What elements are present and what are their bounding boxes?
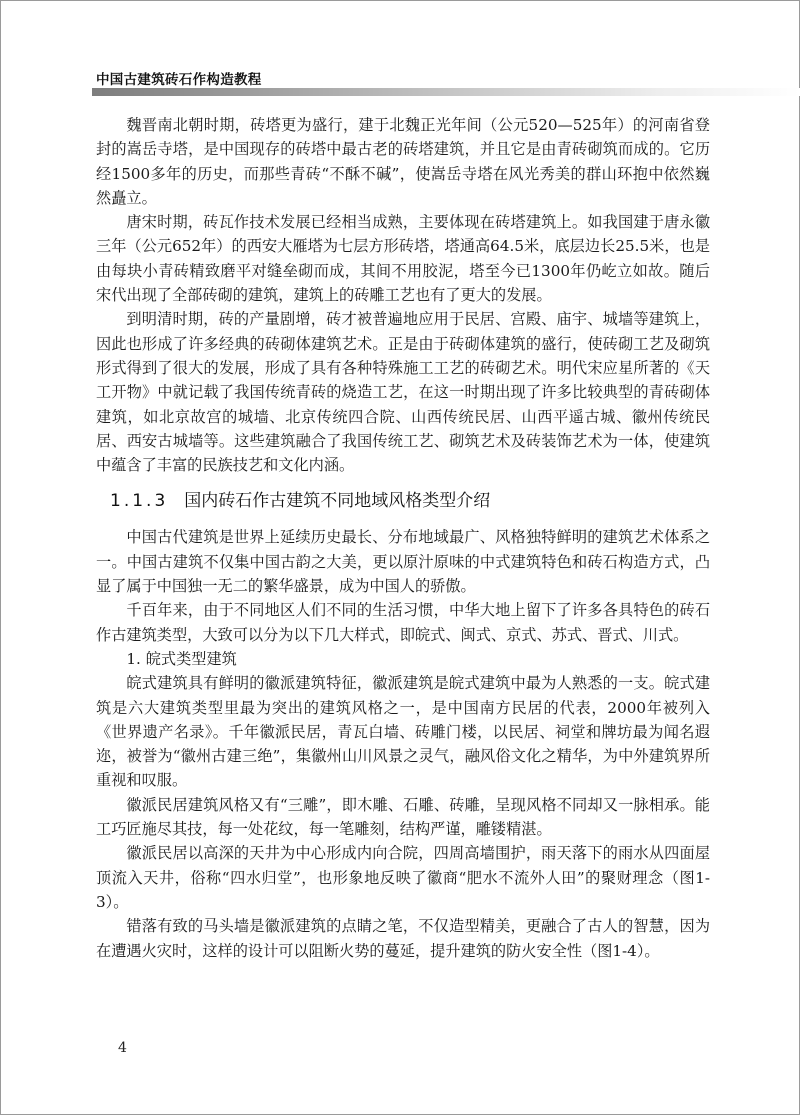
paragraph: 徽派民居建筑风格又有“三雕”，即木雕、石雕、砖雕，呈现风格不同却又一脉相承。能工巧匠施尽其技，每一处花纹，每一笔雕刻，结构严谨，雕镂精湛。 (96, 795, 710, 839)
header-rule (92, 88, 800, 96)
paragraph: 唐宋时期，砖瓦作技术发展已经相当成熟，主要体现在砖塔建筑上。如我国建于唐永徽三年（公元652年）的西安大雁塔为七层方形砖塔，塔通高64.5米，底层边长25.5米，也是由每块小青砖精致磨平对缝垒砌而成，其间不用胶泥，塔至今已1300年仍屹立如故。随后宋代出现了全部砖砌的建筑，建筑上的砖雕工艺也有了更大的发展。 (96, 213, 710, 305)
paragraph: 徽派民居以高深的天井为中心形成内向合院，四周高墙围护，雨天落下的雨水从四面屋顶流入天井，俗称“四水归堂”，也形象地反映了徽商“肥水不流外人田”的聚财理念（图1-3）。 (96, 844, 710, 911)
subheading: 1. 皖式类型建筑 (126, 649, 237, 668)
paragraph: 错落有致的马头墙是徽派建筑的点睛之笔，不仅造型精美，更融合了古人的智慧，因为在遭遇火灾时，这样的设计可以阻断火势的蔓延，提升建筑的防火安全性（图1-4）。 (96, 917, 710, 960)
page-body (96, 113, 710, 963)
section-heading (110, 489, 710, 513)
paragraph: 中国古代建筑是世界上延续历史最长、分布地域最广、风格独特鲜明的建筑艺术体系之一。中国古建筑不仅集中国古韵之大美，更以原汁原味的中式建筑特色和砖石构造方式，凸显了属于中国独一无二的繁华盛景，成为中国人的骄傲。 (96, 528, 710, 596)
paragraph: 魏晋南北朝时期，砖塔更为盛行，建于北魏正光年间（公元520—525年）的河南省登封的嵩岳寺塔，是中国现存的砖塔中最古老的砖塔建筑，并且它是由青砖砌筑而成的。它历经1500多年的历史，而那些青砖“不酥不碱”，使嵩岳寺塔在风光秀美的群山环抱中依然巍然矗立。 (96, 116, 710, 207)
section-number: 1.1.3 (110, 491, 169, 512)
running-header-title: 中国古建筑砖石作构造教程 (96, 72, 262, 88)
paragraph: 到明清时期，砖的产量剧增，砖才被普遍地应用于民居、宫殿、庙宇、城墙等建筑上，因此也形成了许多经典的砖砌体建筑艺术。正是由于砖砌体建筑的盛行，使砖砌工艺及砌筑形式得到了很大的发展，形成了具有各种特殊施工工艺的砖砌艺术。明代宋应星所著的《天工开物》中就记载了我国传统青砖的烧造工艺，在这一时期出现了许多比较典型的青砖砌体建筑，如北京故宫的城墙、北京传统四合院、山西传统民居、山西平遥古城、徽州传统民居、西安古城墙等。这些建筑融合了我国传统工艺、砌筑艺术及砖装饰艺术为一体，使建筑中蕴含了丰富的民族技艺和文化内涵。 (96, 310, 710, 475)
page-number: 4 (118, 1040, 127, 1056)
paragraph: 皖式建筑具有鲜明的徽派建筑特征，徽派建筑是皖式建筑中最为人熟悉的一支。皖式建筑是六大建筑类型里最为突出的建筑风格之一，是中国南方民居的代表，2000年被列入《世界遗产名录》。千年徽派民居，青瓦白墙、砖雕门楼，以民居、祠堂和牌坊最为闻名遐迩，被誉为“徽州古建三绝”，集徽州山川风景之灵气，融风俗文化之精华，为中外建筑界所重视和叹服。 (96, 674, 710, 790)
paragraph: 千百年来，由于不同地区人们不同的生活习惯，中华大地上留下了许多各具特色的砖石作古建筑类型，大致可以分为以下几大样式，即皖式、闽式、京式、苏式、晋式、川式。 (96, 601, 710, 644)
section-title: 国内砖石作古建筑不同地域风格类型介绍 (184, 491, 491, 512)
